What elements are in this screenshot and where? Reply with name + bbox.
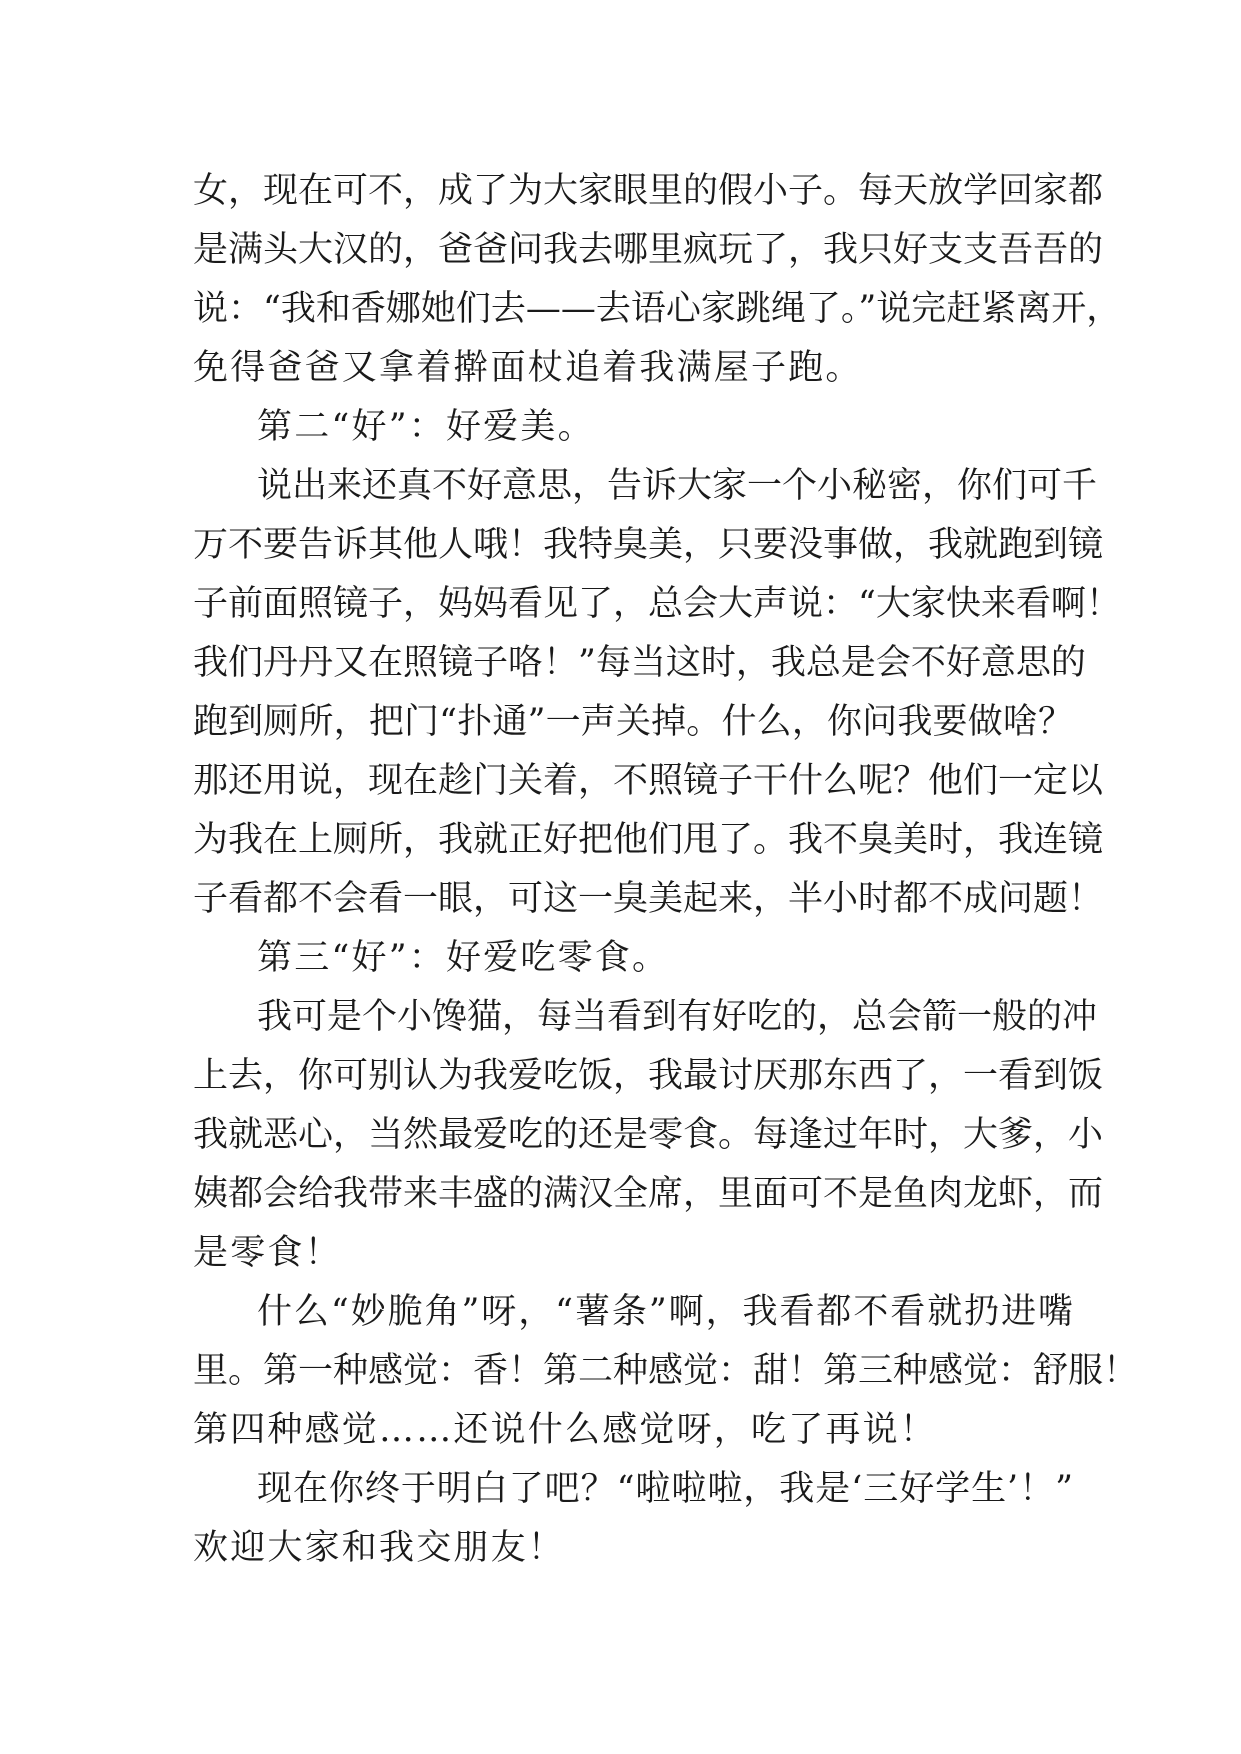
paragraph-line: 是满头大汉的，爸爸问我去哪里疯玩了，我只好支支吾吾的 — [193, 230, 1104, 270]
paragraph-line: 万不要告诉其他人哦！我特臭美，只要没事做，我就跑到镜 — [193, 525, 1104, 565]
article-body — [193, 162, 1139, 1578]
paragraph-line: 女，现在可不，成了为大家眼里的假小子。每天放学回家都 — [193, 171, 1104, 211]
paragraph-line: 那还用说，现在趁门关着，不照镜子干什么呢？他们一定以 — [193, 761, 1104, 801]
paragraph-line: 为我在上厕所，我就正好把他们甩了。我不臭美时，我连镜 — [193, 820, 1104, 860]
paragraph-line: 欢迎大家和我交朋友！ — [193, 1528, 566, 1568]
paragraph-line: 现在你终于明白了吧？“啦啦啦，我是‘三好学生’！” — [257, 1469, 1073, 1509]
paragraph-line: 我们丹丹又在照镜子咯！”每当这时，我总是会不好意思的 — [193, 643, 1086, 683]
section-heading-third: 第三“好”：好爱吃零食。 — [257, 938, 670, 978]
paragraph-line: 第四种感觉……还说什么感觉呀，吃了再说！ — [193, 1410, 938, 1450]
paragraph-line: 我可是个小馋猫，每当看到有好吃的，总会箭一般的冲 — [257, 997, 1098, 1037]
paragraph-line: 上去，你可别认为我爱吃饭，我最讨厌那东西了，一看到饭 — [193, 1056, 1104, 1096]
paragraph-line: 跑到厕所，把门“扑通”一声关掉。什么，你问我要做啥？ — [193, 702, 1073, 742]
paragraph-line: 子前面照镜子，妈妈看见了，总会大声说：“大家快来看啊！ — [193, 584, 1121, 624]
paragraph-line: 里。第一种感觉：香！第二种感觉：甜！第三种感觉：舒服！ — [193, 1351, 1139, 1391]
paragraph-line: 说：“我和香娜她们去——去语心家跳绳了。”说完赶紧离开， — [193, 289, 1122, 329]
paragraph-line: 说出来还真不好意思，告诉大家一个小秘密，你们可千 — [257, 466, 1098, 506]
section-heading-second: 第二“好”：好爱美。 — [257, 407, 595, 447]
paragraph-line: 姨都会给我带来丰盛的满汉全席，里面可不是鱼肉龙虾，而 — [193, 1174, 1104, 1214]
paragraph-line: 免得爸爸又拿着擀面杖追着我满屋子跑。 — [193, 348, 863, 388]
paragraph-line: 什么“妙脆角”呀，“薯条”啊，我看都不看就扔进嘴 — [257, 1292, 1073, 1332]
paragraph-line: 是零食！ — [193, 1233, 342, 1273]
paragraph-line: 子看都不会看一眼，可这一臭美起来，半小时都不成问题！ — [193, 879, 1104, 919]
paragraph-line: 我就恶心，当然最爱吃的还是零食。每逢过年时，大爹，小 — [193, 1115, 1104, 1155]
